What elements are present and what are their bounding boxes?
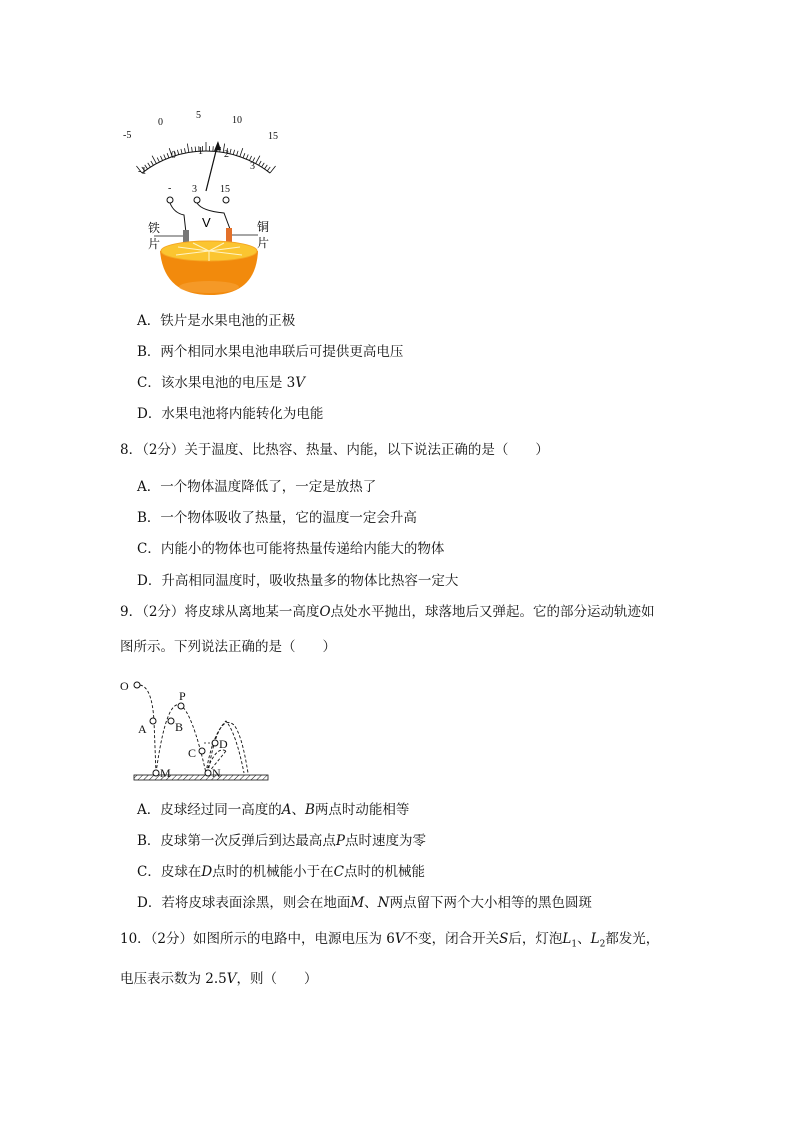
scale-tick <box>160 156 162 161</box>
point-label-P: P <box>179 689 186 703</box>
point-label-C: C <box>188 746 197 760</box>
scale-tick <box>230 149 231 154</box>
q8-stem: 8．（2分）关于温度、比热容、热量、内能，以下说法正确的是（ ） <box>120 442 549 458</box>
iron-label: 铁 <box>148 221 161 235</box>
point-label-D: D <box>219 737 228 751</box>
q7-option-c: C．该水果电池的电压是 3V <box>137 375 305 391</box>
bottom-scale-label: 0 <box>171 150 176 161</box>
scale-tick <box>256 156 260 164</box>
point-label-B: B <box>175 720 184 734</box>
scale-tick <box>177 150 178 155</box>
scale-tick <box>267 167 270 171</box>
q10-stem-line2: 电压表示数为 2.5V，则（ ） <box>120 971 318 987</box>
scale-tick <box>192 147 193 152</box>
scale-tick <box>148 163 151 167</box>
q8-option-a: A．一个物体温度降低了，一定是放热了 <box>137 479 377 495</box>
bottom-scale-label: -1 <box>138 166 147 177</box>
scale-tick <box>237 151 238 156</box>
scale-tick <box>243 153 245 158</box>
point-label-O: O <box>120 679 129 693</box>
wire-left <box>170 203 186 233</box>
q7-option-b: B．两个相同水果电池串联后可提供更高电压 <box>137 344 404 360</box>
copper-label: 片 <box>257 236 270 250</box>
scale-tick <box>259 161 262 165</box>
scale-tick <box>233 150 234 155</box>
q8-option-c: C．内能小的物体也可能将热量传递给内能大的物体 <box>137 541 445 557</box>
scale-tick <box>181 149 182 154</box>
terminal-15v <box>223 197 229 203</box>
q9-option-d: D．若将皮球表面涂黑，则会在地面M、N两点留下两个大小相等的黑色圆斑 <box>137 895 592 911</box>
scale-tick <box>249 156 251 161</box>
point-label-M: M <box>160 766 171 780</box>
terminal-negative <box>167 197 173 203</box>
q8-option-b: B．一个物体吸收了热量，它的温度一定会升高 <box>137 510 417 526</box>
terminal-label: 15 <box>220 184 230 195</box>
q9-option-b: B．皮球第一次反弹后到达最高点P点时速度为零 <box>137 833 427 849</box>
terminal-3v <box>194 197 200 203</box>
scale-tick <box>151 161 154 165</box>
scale-tick <box>164 155 166 160</box>
terminal-label: - <box>168 183 172 194</box>
scale-tick <box>167 153 169 158</box>
q10-stem-line1: 10．（2分）如图所示的电路中，电源电压为 6V不变，闭合开关S后，灯泡$L_1$、$L_2$都发光， <box>120 931 660 950</box>
top-scale-label: 0 <box>158 117 163 128</box>
scale-tick <box>262 163 265 167</box>
q7-option-a: A．铁片是水果电池的正极 <box>137 313 296 329</box>
scale-tick <box>264 165 267 169</box>
top-scale-label: 10 <box>232 115 242 126</box>
scale-tick <box>240 148 243 157</box>
q7-option-d: D．水果电池将内能转化为电能 <box>137 406 324 422</box>
q8-option-d: D．升高相同温度时，吸收热量多的物体比热容一定大 <box>137 573 459 589</box>
q9-option-a: A．皮球经过同一高度的A、B两点时动能相等 <box>137 802 410 818</box>
point-label-N: N <box>212 766 221 780</box>
q9-stem-line2: 图所示。下列说法正确的是（ ） <box>120 639 336 655</box>
bottom-scale-label: 3 <box>250 161 255 172</box>
fruit-battery-voltmeter-figure <box>118 105 298 300</box>
scale-tick <box>270 166 276 173</box>
scale-tick <box>187 144 188 153</box>
bottom-scale-label: 2 <box>224 149 229 160</box>
top-scale-label: -5 <box>123 130 132 141</box>
bottom-scale-label: 1 <box>198 146 203 157</box>
scale-tick <box>246 155 248 160</box>
top-scale-label: 5 <box>196 110 201 121</box>
top-scale-label: 15 <box>268 131 278 142</box>
terminal-label: 3 <box>192 184 197 195</box>
ball-trajectory-figure <box>118 675 278 787</box>
iron-label: 片 <box>148 237 161 251</box>
needle-tip <box>214 141 221 151</box>
q9-option-c: C．皮球在D点时的机械能小于在C点时的机械能 <box>137 864 426 880</box>
scale-tick <box>152 156 156 164</box>
copper-label: 铜 <box>257 220 270 234</box>
voltmeter-symbol: V <box>202 215 211 230</box>
point-label-A: A <box>138 722 147 736</box>
scale-tick <box>184 148 185 153</box>
scale-tick <box>157 158 159 162</box>
q9-stem-line1: 9．（2分）将皮球从离地某一高度O点处水平抛出，球落地后又弹起。它的部分运动轨迹如 <box>120 604 655 620</box>
